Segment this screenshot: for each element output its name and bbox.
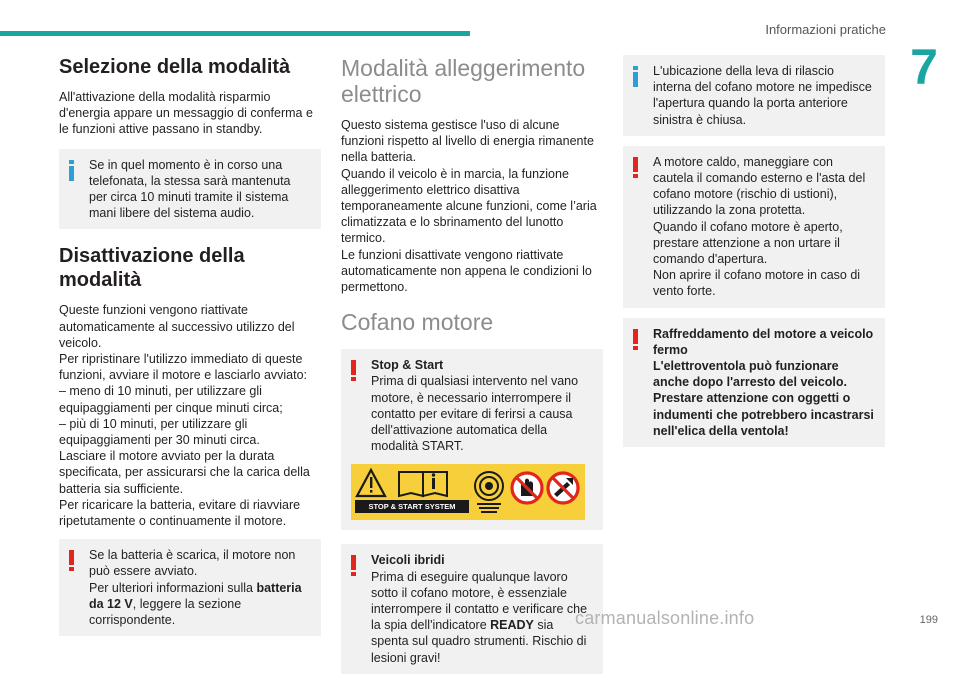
warning-box-cooling-fan — [623, 318, 885, 447]
warning-icon — [351, 360, 358, 380]
warning-icon — [633, 157, 640, 177]
warning-icon — [69, 550, 76, 570]
warning-text: Prima di eseguire qualunque lavoro sotto il cofano motore, è essenziale interrompere il contatto e verificare che la spia dell'indicatore READY sia spenta sul quadro strumenti. Rischio di lesioni gravi! — [371, 569, 588, 665]
paragraph-load-shedding — [341, 117, 603, 295]
warning-text: Quando il cofano motore è aperto, prestare attenzione a non urtare il comando d'apertura. — [653, 219, 843, 267]
chapter-number: 7 — [910, 39, 938, 95]
stop-start-warning-sticker — [351, 464, 585, 520]
column-1 — [59, 55, 321, 636]
section-heading-bonnet: Cofano motore — [341, 309, 494, 336]
info-box-phone-call — [59, 149, 321, 230]
no-hand-icon — [512, 473, 542, 503]
info-text: Se in quel momento è in corso una telefonata, la stessa sarà mantenuta per circa 10 minuti tramite il sistema mani libere del sistema audio. — [89, 157, 291, 221]
column-2 — [341, 55, 603, 674]
sticker-label: STOP & START SYSTEM — [355, 500, 469, 513]
warning-title: Stop & Start — [371, 358, 444, 373]
section-heading-load-shedding: Modalità alleggerimento elettrico — [341, 55, 586, 107]
text-line: Queste funzioni vengono riattivate automaticamente al successivo utilizzo del veicolo. — [59, 303, 295, 350]
no-tool-icon — [548, 473, 578, 503]
fan-belt-icon — [475, 472, 503, 512]
text-line: Lasciare il motore avviato per la durata specificata, per assicurarsi che la carica della batteria sia sufficiente. — [59, 449, 310, 496]
text-line: Per ripristinare l'utilizzo immediato di queste funzioni, avviare il motore e lasciarlo avviato: — [59, 352, 308, 383]
text-line: Per ricaricare la batteria, evitare di riavviare ripetutamente o continuamente il motore. — [59, 497, 301, 529]
warning-title: Veicoli ibridi — [371, 553, 445, 568]
warning-box-hot-engine — [623, 146, 885, 308]
warning-text: A motore caldo, maneggiare con cautela il comando esterno e l'asta del cofano motore (rischio di ustioni), utilizzando la zona protetta. — [653, 154, 866, 218]
manual-book-icon — [399, 472, 423, 496]
info-icon — [69, 160, 76, 180]
warning-icon — [351, 555, 358, 575]
paragraph-selection: All'attivazione della modalità risparmio d'energia appare un messaggio di conferma e le funzioni attive passano in standby. — [59, 90, 313, 137]
page-number: 199 — [919, 614, 938, 626]
section-heading-selection: Selezione della modalità — [59, 56, 291, 78]
list-item: – meno di 10 minuti, per utilizzare gli equipaggiamenti per cinque minuti circa; — [59, 384, 283, 415]
battery-reference: batteria da 12 V — [89, 580, 302, 611]
section-heading-deactivation: Disattivazione della modalità — [59, 245, 245, 292]
info-box-release-lever — [623, 55, 885, 136]
warning-title: Raffreddamento del motore a veicolo fermo — [653, 326, 874, 357]
header-accent-rule — [0, 31, 470, 36]
warning-text: L'elettroventola può funzionare anche dopo l'arresto del veicolo. Prestare attenzione con oggetti o indumenti che potrebbero incastrarsi nell'elica della ventola! — [653, 359, 874, 438]
info-icon — [633, 66, 640, 86]
warning-text-ref: Per ulteriori informazioni sulla batteria da 12 V, leggere la sezione corrispondente. — [89, 580, 302, 628]
warning-icon — [633, 329, 640, 349]
warning-box-stop-start — [341, 349, 603, 530]
text-line: Questo sistema gestisce l'uso di alcune funzioni rispetto al livello di energia rimanente nella batteria. — [341, 118, 594, 165]
warning-box-battery — [59, 539, 321, 636]
column-3 — [623, 55, 885, 447]
list-item: – più di 10 minuti, per utilizzare gli equipaggiamenti per 30 minuti circa. — [59, 416, 260, 448]
warning-text: Se la batteria è scarica, il motore non può essere avviato. — [89, 548, 296, 579]
text-line: Quando il veicolo è in marcia, la funzione alleggerimento elettrico disattiva temporaneamente alcune funzioni, come l’aria climatizzata e lo sbrinamento del lunotto termico. — [341, 166, 597, 246]
warning-text: Prima di qualsiasi intervento nel vano motore, è necessario interrompere il contatto per evitare di ferirsi a causa dell'attivazione automatica della modalità START. — [371, 374, 579, 454]
paragraph-deactivation — [59, 302, 321, 529]
text-line: Le funzioni disattivate vengono riattivate automaticamente non appena le condizioni lo permettono. — [341, 247, 592, 295]
warning-box-hybrid — [341, 544, 603, 673]
ready-indicator-label: READY — [490, 618, 534, 633]
watermark: carmanualsonline.info — [575, 608, 755, 628]
info-text: L'ubicazione della leva di rilascio interna del cofano motore ne impedisce l'apertura quando la porta anteriore sinistra è chiusa. — [653, 64, 872, 127]
warning-text: Non aprire il cofano motore in caso di vento forte. — [653, 268, 861, 299]
running-title: Informazioni pratiche — [765, 22, 886, 37]
